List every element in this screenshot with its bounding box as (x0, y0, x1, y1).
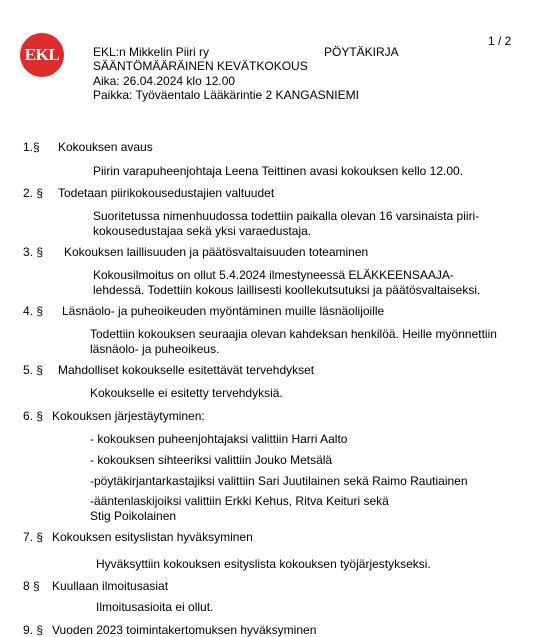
section-number: 8 § (23, 579, 40, 593)
section-number: 5. § (23, 363, 44, 377)
header-time: Aika: 26.04.2024 klo 12.00 (93, 74, 236, 88)
list-item: - kokouksen sihteeriksi valittiin Jouko Metsälä (90, 453, 333, 467)
section-number: 9. § (23, 623, 44, 637)
section-number: 7. § (23, 530, 44, 544)
list-item: -pöytäkirjantarkastajiksi valittiin Sari Juutilainen sekä Raimo Rautiainen (90, 474, 468, 488)
header-doc-type: PÖYTÄKIRJA (324, 45, 399, 59)
section-number: 6. § (23, 409, 44, 423)
section-body: Suoritetussa nimenhuudossa todettiin paikalla olevan 16 varsinaista piiri-kokousedustajaa sekä yksi varaedustaja. (93, 209, 480, 238)
section-title: Kokouksen laillisuuden ja päätösvaltaisuuden toteaminen (64, 245, 369, 259)
ekl-logo (20, 33, 64, 77)
section-title: Läsnäolo- ja puheoikeuden myöntäminen muille läsnäolijoille (62, 304, 385, 318)
logo-text: EKL (24, 45, 60, 64)
section-number: 3. § (23, 245, 44, 259)
page-number: 1 / 2 (488, 34, 512, 48)
section-number: 1.§ (23, 140, 40, 154)
section-body: Hyväksyttiin kokouksen esityslista kokouksen työjärjestykseksi. (96, 557, 431, 571)
section-body: Todettiin kokouksen seuraajia olevan kahdeksan henkilöä. Heille myönnettiin läsnäolo- ja puheoikeus. (90, 327, 497, 356)
section-body: Kokousilmoitus on ollut 5.4.2024 ilmestyneessä ELÄKKEENSAAJA-lehdessä. Todettiin kokous laillisesti koollekutsutuksi ja päätösvaltaiseksi. (93, 268, 481, 297)
header-meeting: SÄÄNTÖMÄÄRÄINEN KEVÄTKOKOUS (93, 59, 308, 73)
header-place: Paikka: Työväentalo Lääkärintie 2 KANGASNIEMI (93, 88, 359, 102)
section-title: Kokouksen esityslistan hyväksyminen (52, 530, 253, 544)
section-title: Todetaan piirikokousedustajien valtuudet (58, 186, 275, 200)
section-title: Vuoden 2023 toimintakertomuksen hyväksyminen (52, 623, 317, 637)
section-number: 2. § (23, 186, 44, 200)
section-body: Kokoukselle ei esitetty tervehdyksiä. (90, 386, 283, 400)
list-item: - kokouksen puheenjohtajaksi valittiin Harri Aalto (90, 432, 348, 446)
section-title: Kuullaan ilmoitusasiat (52, 579, 169, 593)
section-title: Kokouksen järjestäytyminen: (52, 409, 205, 423)
section-title: Mahdolliset kokoukselle esitettävät tervehdykset (58, 363, 315, 377)
list-item: -ääntenlaskijoiksi valittiin Erkki Kehus, Ritva Keituri sekä Stig Poikolainen (90, 494, 389, 523)
header-org: EKL:n Mikkelin Piiri ry (93, 45, 210, 59)
section-title: Kokouksen avaus (58, 140, 153, 154)
section-body: Ilmoitusasioita ei ollut. (96, 600, 214, 614)
section-number: 4. § (23, 304, 44, 318)
section-body: Piirin varapuheenjohtaja Leena Teittinen avasi kokouksen kello 12.00. (93, 164, 464, 178)
